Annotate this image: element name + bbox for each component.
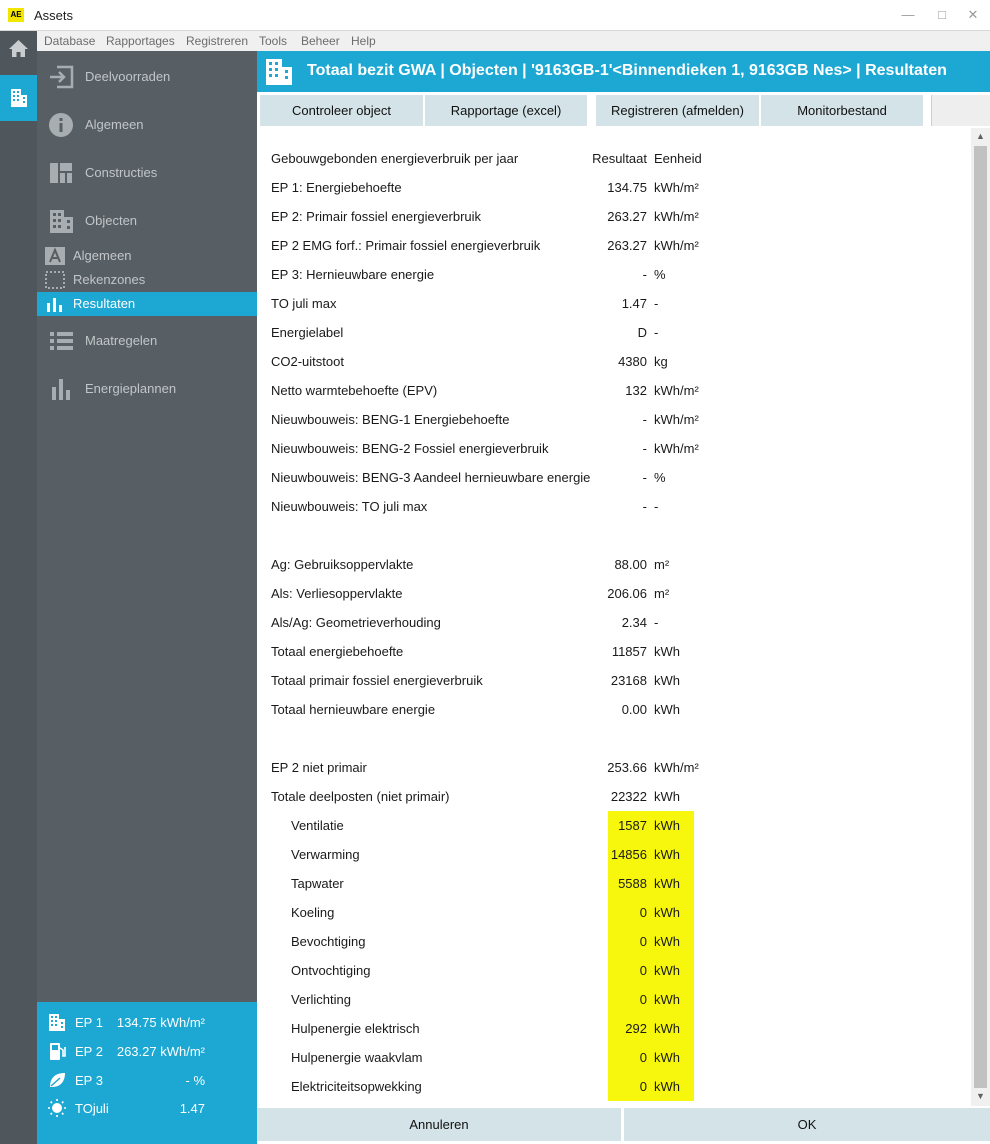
sidebar-item-constructies[interactable] xyxy=(37,152,257,192)
status-value: 263.27 kWh/m² xyxy=(116,1044,205,1059)
result-row xyxy=(257,956,971,985)
rapportage-excel-button[interactable]: Rapportage (excel) xyxy=(425,95,587,126)
result-value: - xyxy=(642,499,647,514)
result-row xyxy=(257,434,971,463)
status-label: TOjuli xyxy=(75,1101,109,1116)
status-ep1 xyxy=(37,1010,257,1036)
result-value: 292 xyxy=(625,1021,647,1036)
sidebar-item-deelvoorraden[interactable] xyxy=(37,56,257,96)
result-name: Nieuwbouweis: TO juli max xyxy=(271,499,428,514)
status-ep3 xyxy=(37,1068,257,1094)
result-row xyxy=(257,811,971,840)
result-row xyxy=(257,289,971,318)
results-panel xyxy=(257,128,971,1106)
result-name: Totaal primair fossiel energieverbruik xyxy=(271,673,483,688)
result-value: 11857 xyxy=(611,644,647,659)
result-unit: - xyxy=(654,615,659,630)
result-name: Als/Ag: Geometrieverhouding xyxy=(271,615,441,630)
close-button[interactable]: ✕ xyxy=(967,7,979,22)
result-name: Nieuwbouweis: BENG-2 Fossiel energieverbruik xyxy=(271,441,549,456)
result-unit: kg xyxy=(654,354,668,369)
building-icon xyxy=(0,75,37,121)
result-value: 263.27 xyxy=(607,209,647,224)
menu-help[interactable]: Help xyxy=(351,34,376,48)
sidebar-item-label: Deelvoorraden xyxy=(85,69,171,84)
result-name: Tapwater xyxy=(291,876,344,891)
result-row xyxy=(257,840,971,869)
menu-tools[interactable]: Tools xyxy=(259,34,288,48)
result-unit: - xyxy=(654,296,659,311)
sidebar-item-label: Maatregelen xyxy=(85,333,158,348)
status-label: EP 1 xyxy=(75,1015,103,1030)
sidebar-item-label: Energieplannen xyxy=(85,381,177,396)
monitorbestand-button[interactable]: Monitorbestand xyxy=(761,95,923,126)
result-value: - xyxy=(642,412,647,427)
result-value: 0 xyxy=(639,1050,647,1065)
result-name: Ag: Gebruiksoppervlakte xyxy=(271,557,414,572)
result-name: Totaal hernieuwbare energie xyxy=(271,702,436,717)
result-unit: - xyxy=(654,325,659,340)
result-name: Energielabel xyxy=(271,325,344,340)
info-icon xyxy=(47,112,75,138)
sidebar-item-label: Resultaten xyxy=(73,296,136,311)
sidebar-item-label: Objecten xyxy=(85,213,138,228)
window-title: Assets xyxy=(34,8,74,23)
result-name: Verwarming xyxy=(291,847,360,862)
result-name: Nieuwbouweis: BENG-3 Aandeel hernieuwbare energie xyxy=(271,470,591,485)
result-row xyxy=(257,1014,971,1043)
result-unit: kWh xyxy=(654,702,680,717)
result-row xyxy=(257,782,971,811)
sidebar-item-objecten[interactable] xyxy=(37,200,257,240)
list-icon xyxy=(47,328,75,354)
sidebar-item-algemeen[interactable] xyxy=(37,104,257,144)
ok-button[interactable]: OK xyxy=(624,1108,990,1141)
result-value: 14856 xyxy=(610,847,647,862)
result-row xyxy=(257,637,971,666)
status-value: - % xyxy=(185,1073,205,1088)
result-unit: kWh xyxy=(654,934,680,949)
result-name: EP 1: Energiebehoefte xyxy=(271,180,402,195)
maximize-button[interactable]: □ xyxy=(938,7,946,22)
result-unit: kWh xyxy=(654,876,680,891)
result-name: CO2-uitstoot xyxy=(271,354,344,369)
result-value: - xyxy=(642,267,647,282)
energy-status-panel xyxy=(37,1002,257,1144)
result-unit: kWh xyxy=(654,644,680,659)
sidebar-item-label: Rekenzones xyxy=(73,272,146,287)
action-tabs xyxy=(257,92,990,128)
result-unit: kWh/m² xyxy=(654,238,699,253)
sidebar-subitem-algemeen[interactable] xyxy=(37,244,257,268)
home-icon xyxy=(0,31,37,71)
result-unit: kWh/m² xyxy=(654,412,699,427)
result-unit: % xyxy=(654,470,666,485)
result-name: Hulpenergie waakvlam xyxy=(291,1050,423,1065)
result-name: Koeling xyxy=(291,905,335,920)
scroll-down-icon[interactable]: ▼ xyxy=(976,1091,985,1101)
result-row xyxy=(257,579,971,608)
sidebar-item-label: Algemeen xyxy=(85,117,144,132)
result-value: 134.75 xyxy=(607,180,647,195)
result-value: D xyxy=(637,325,647,340)
result-value: - xyxy=(642,441,647,456)
objects-module-button[interactable] xyxy=(0,75,37,121)
result-unit: kWh xyxy=(654,818,680,833)
menu-rapportages[interactable]: Rapportages xyxy=(106,34,175,48)
sidebar-item-energieplannen[interactable] xyxy=(37,368,257,408)
result-row xyxy=(257,927,971,956)
leaf-icon xyxy=(47,1070,67,1090)
result-unit: kWh xyxy=(654,1079,680,1094)
bar-chart-icon xyxy=(47,376,75,402)
result-name: Elektriciteitsopwekking xyxy=(291,1079,422,1094)
result-row xyxy=(257,695,971,724)
result-name: Hulpenergie elektrisch xyxy=(291,1021,420,1036)
status-label: EP 2 xyxy=(75,1044,103,1059)
result-value: Resultaat xyxy=(592,151,647,166)
result-unit: kWh xyxy=(654,963,680,978)
result-row xyxy=(257,1043,971,1072)
result-name: Ontvochtiging xyxy=(291,963,371,978)
result-unit: kWh xyxy=(654,847,680,862)
result-value: 23168 xyxy=(610,673,647,688)
result-unit: kWh/m² xyxy=(654,441,699,456)
results-header-row xyxy=(257,144,971,173)
result-row xyxy=(257,202,971,231)
layout-icon xyxy=(47,160,75,186)
title-bar xyxy=(0,0,990,31)
result-row xyxy=(257,376,971,405)
menu-bar xyxy=(37,31,990,51)
result-row xyxy=(257,405,971,434)
result-value: 1.47 xyxy=(621,296,647,311)
result-unit: kWh xyxy=(654,992,680,1007)
result-name: Nieuwbouweis: BENG-1 Energiebehoefte xyxy=(271,412,510,427)
dashed-square-icon xyxy=(45,271,65,289)
fuel-pump-icon xyxy=(47,1041,67,1061)
status-label: EP 3 xyxy=(75,1073,103,1088)
result-value: 0 xyxy=(639,905,647,920)
result-row xyxy=(257,231,971,260)
result-name: EP 3: Hernieuwbare energie xyxy=(271,267,435,282)
result-row xyxy=(257,753,971,782)
minimize-button[interactable]: — xyxy=(901,7,915,22)
result-name: Bevochtiging xyxy=(291,934,366,949)
home-button[interactable] xyxy=(0,31,37,71)
letter-a-icon xyxy=(45,247,65,265)
status-value: 1.47 xyxy=(179,1101,205,1116)
result-row xyxy=(257,347,971,376)
result-value: 4380 xyxy=(618,354,647,369)
result-row xyxy=(257,1072,971,1101)
status-ep2 xyxy=(37,1039,257,1065)
result-value: 263.27 xyxy=(607,238,647,253)
result-value: 0 xyxy=(639,963,647,978)
result-unit: Eenheid xyxy=(654,151,702,166)
result-value: 88.00 xyxy=(614,557,647,572)
result-unit: kWh/m² xyxy=(654,760,699,775)
result-row xyxy=(257,492,971,521)
result-row xyxy=(257,260,971,289)
building-icon xyxy=(263,57,295,87)
result-name: Gebouwgebonden energieverbruik per jaar xyxy=(271,151,519,166)
result-row xyxy=(257,666,971,695)
result-value: 253.66 xyxy=(607,760,647,775)
result-value: 22322 xyxy=(610,789,647,804)
building-icon xyxy=(47,208,75,234)
status-value: 134.75 kWh/m² xyxy=(116,1015,205,1030)
result-value: 2.34 xyxy=(621,615,647,630)
result-name: Verlichting xyxy=(291,992,351,1007)
result-name: EP 2: Primair fossiel energieverbruik xyxy=(271,209,482,224)
result-row xyxy=(257,985,971,1014)
sidebar-item-label: Constructies xyxy=(85,165,158,180)
scroll-thumb[interactable] xyxy=(974,146,987,1088)
result-unit: kWh xyxy=(654,789,680,804)
status-tojuli xyxy=(37,1096,257,1122)
result-value: 206.06 xyxy=(607,586,647,601)
result-value: 0.00 xyxy=(621,702,647,717)
result-value: 5588 xyxy=(618,876,647,891)
result-name: Ventilatie xyxy=(291,818,344,833)
result-unit: kWh/m² xyxy=(654,180,699,195)
result-value: 1587 xyxy=(618,818,647,833)
result-unit: % xyxy=(654,267,666,282)
result-unit: kWh xyxy=(654,1050,680,1065)
sidebar-subitem-rekenzones[interactable] xyxy=(37,268,257,292)
result-value: 132 xyxy=(625,383,647,398)
result-row xyxy=(257,869,971,898)
sun-icon xyxy=(47,1098,67,1118)
result-name: Netto warmtebehoefte (EPV) xyxy=(271,383,438,398)
result-unit: kWh xyxy=(654,905,680,920)
result-value: 0 xyxy=(639,934,647,949)
result-unit: kWh/m² xyxy=(654,383,699,398)
cancel-button[interactable]: Annuleren xyxy=(257,1108,621,1141)
menu-database[interactable]: Database xyxy=(44,34,96,48)
result-row xyxy=(257,608,971,637)
result-row xyxy=(257,898,971,927)
scroll-up-icon[interactable]: ▲ xyxy=(976,131,985,141)
sidebar-subitem-resultaten[interactable] xyxy=(37,292,257,316)
result-row xyxy=(257,550,971,579)
bar-chart-icon xyxy=(45,295,65,313)
app-logo-icon: AE xyxy=(8,8,24,22)
result-name: Totale deelposten (niet primair) xyxy=(271,789,450,804)
page-title: Totaal bezit GWA | Objecten | '9163GB-1'<Binnendieken 1, 9163GB Nes> | Resultaten xyxy=(307,62,947,79)
menu-beheer[interactable]: Beheer xyxy=(301,34,340,48)
result-unit: - xyxy=(654,499,659,514)
result-name: EP 2 niet primair xyxy=(271,760,367,775)
result-name: EP 2 EMG forf.: Primair fossiel energieverbruik xyxy=(271,238,541,253)
result-unit: kWh xyxy=(654,1021,680,1036)
registreren-afmelden-button[interactable]: Registreren (afmelden) xyxy=(596,95,759,126)
menu-registreren[interactable]: Registreren xyxy=(186,34,249,48)
sidebar-item-maatregelen[interactable] xyxy=(37,320,257,360)
result-value: 0 xyxy=(639,1079,647,1094)
result-unit: m² xyxy=(654,557,670,572)
result-unit: kWh/m² xyxy=(654,209,699,224)
result-row xyxy=(257,318,971,347)
header-strip xyxy=(969,51,990,92)
import-icon xyxy=(47,64,75,90)
page-header xyxy=(257,51,969,92)
left-rail xyxy=(0,31,37,1144)
overflow-tab[interactable] xyxy=(931,95,990,126)
result-name: Totaal energiebehoefte xyxy=(271,644,404,659)
result-row xyxy=(257,173,971,202)
controleer-object-button[interactable]: Controleer object xyxy=(260,95,423,126)
building-icon xyxy=(47,1012,67,1032)
result-unit: m² xyxy=(654,586,670,601)
vertical-scrollbar[interactable] xyxy=(971,128,990,1106)
result-name: Als: Verliesoppervlakte xyxy=(271,586,403,601)
result-value: - xyxy=(642,470,647,485)
result-unit: kWh xyxy=(654,673,680,688)
result-value: 0 xyxy=(639,992,647,1007)
result-row xyxy=(257,463,971,492)
sidebar-item-label: Algemeen xyxy=(73,248,132,263)
result-name: TO juli max xyxy=(271,296,337,311)
sidebar xyxy=(37,51,257,1144)
